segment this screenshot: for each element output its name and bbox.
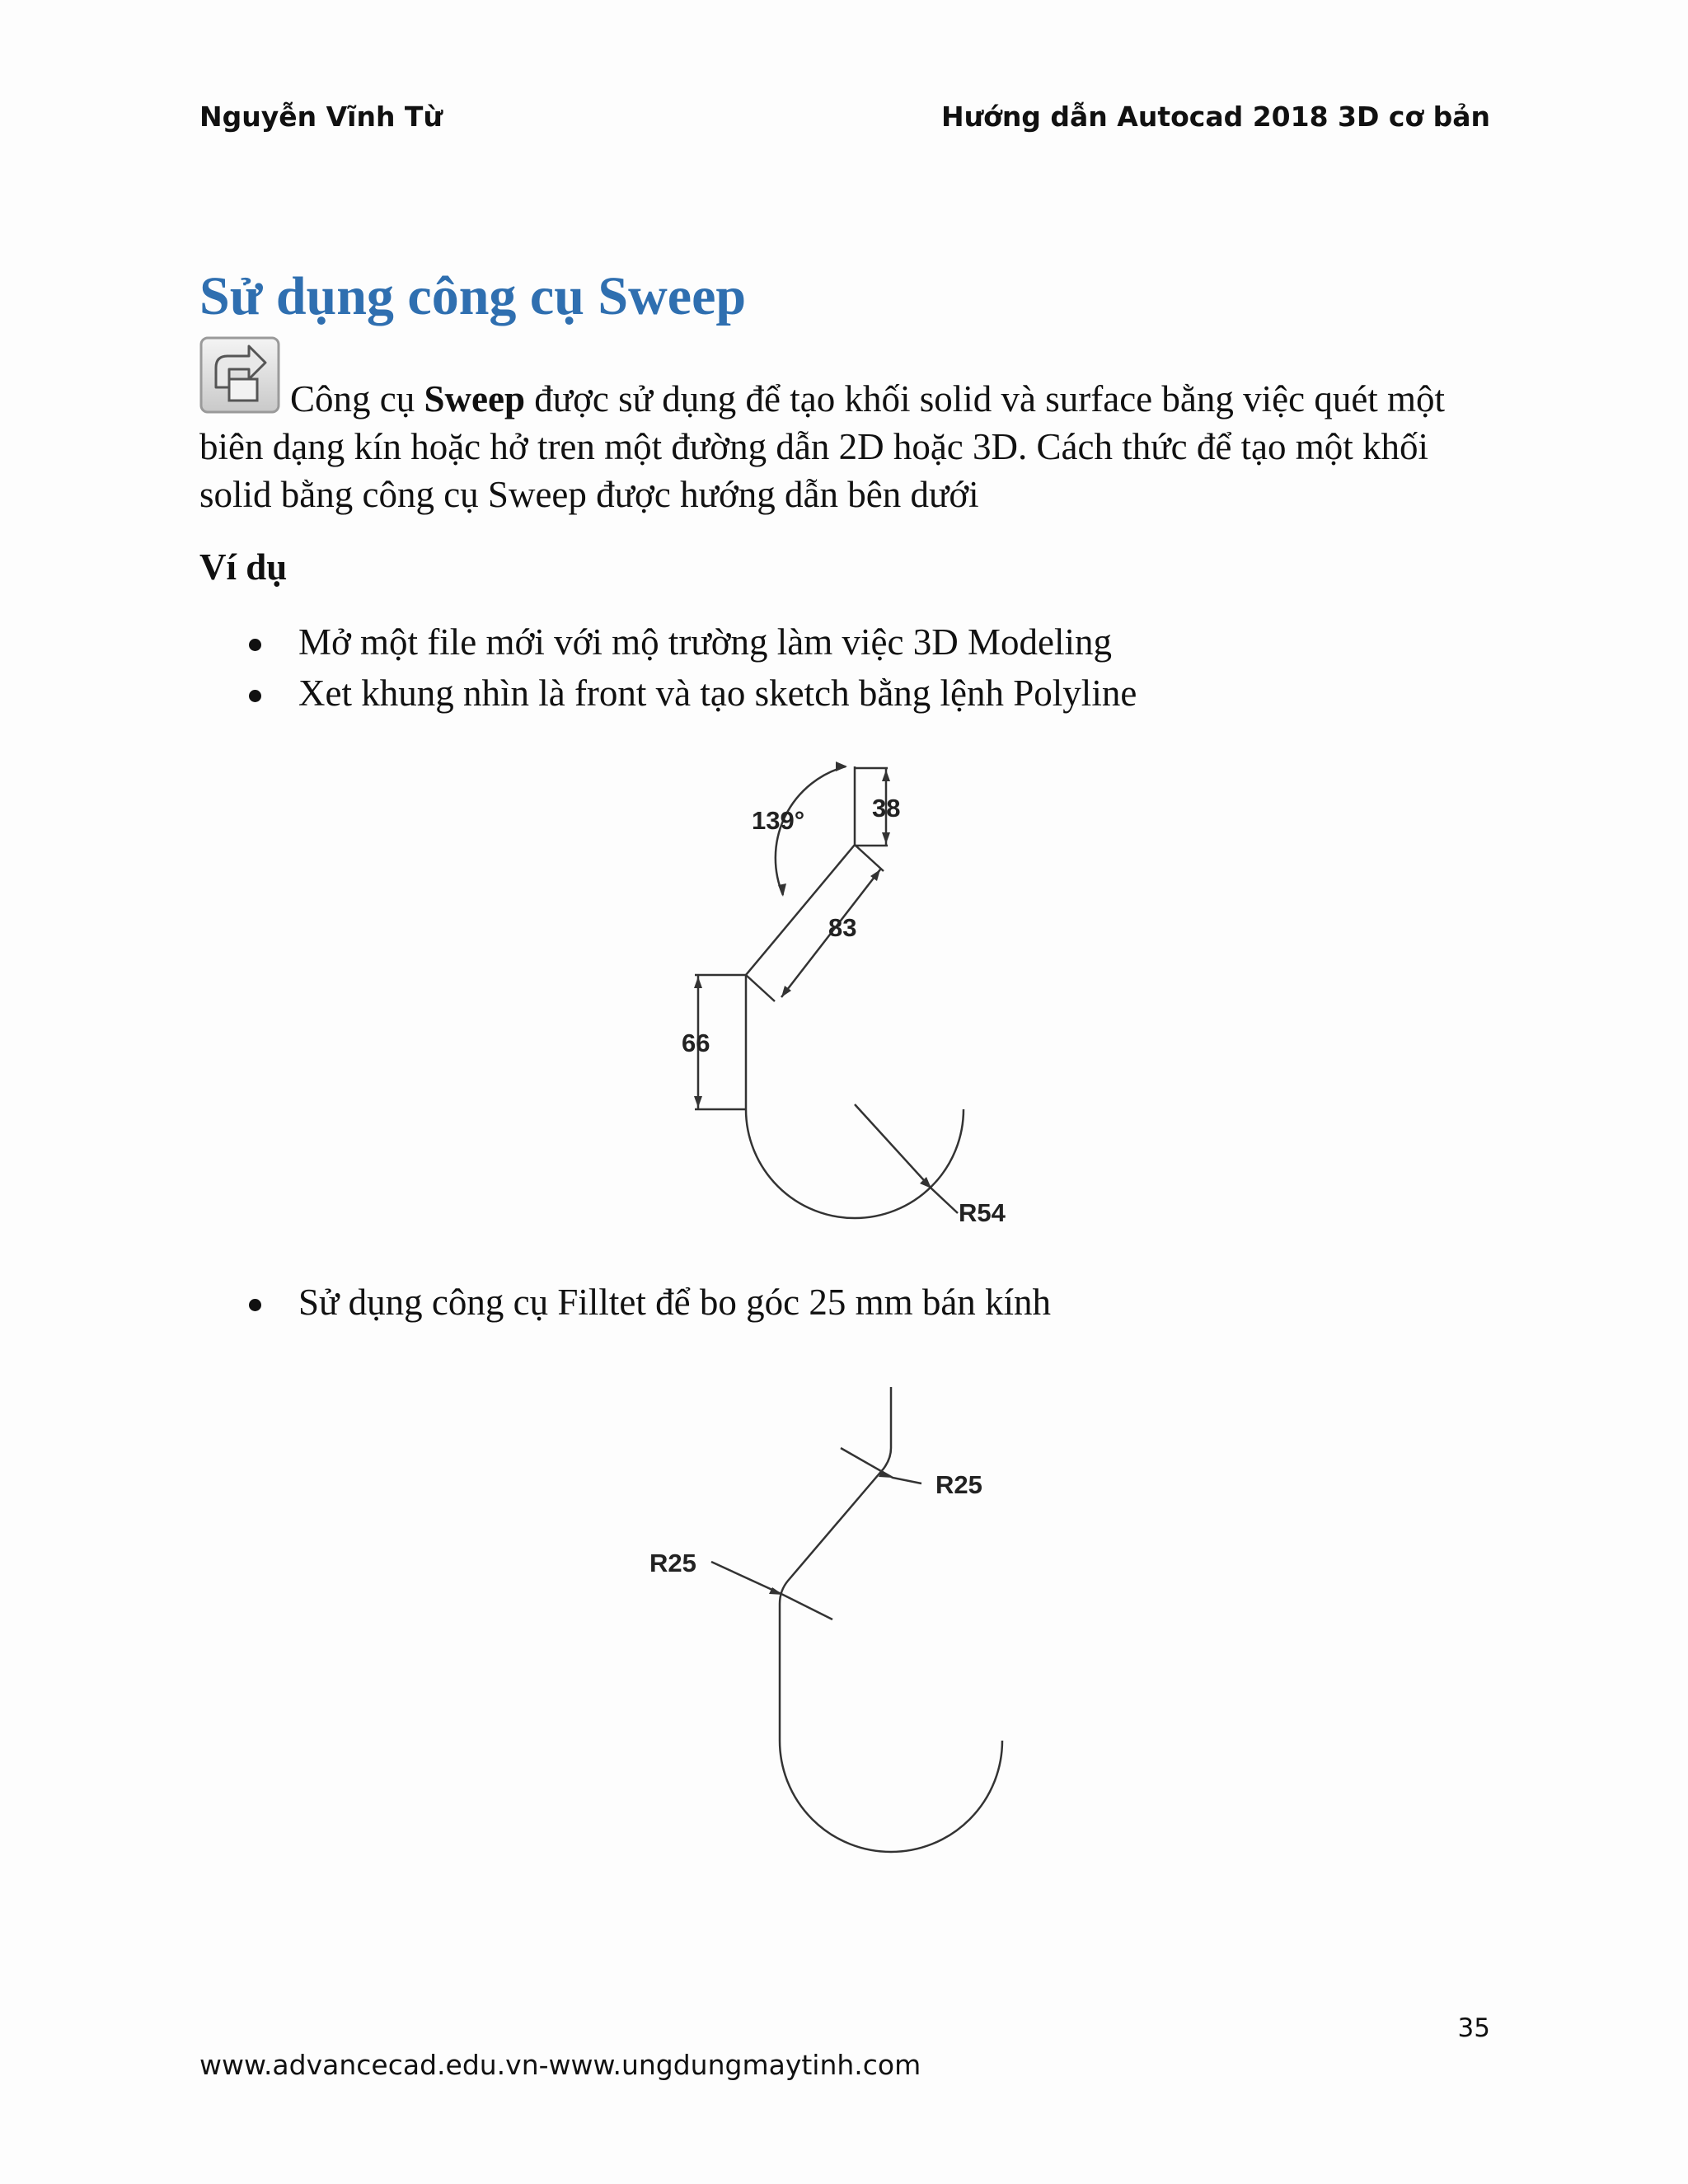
intro-text: được sử dụng để tạo khối solid và surface bằng việc quét một biên dạng kín hoặc hở tren một đường dẫn 2D hoặc 3D. Cách thức để tạo một khối solid bằng công cụ Sweep được hướng dẫn bên dưới — [199, 378, 1446, 515]
step-text: Mở một file mới với mộ trường làm việc 3D Modeling — [298, 621, 1112, 663]
radius-r25-upper-label: R25 — [935, 1470, 982, 1499]
steps-list-1 — [199, 616, 1137, 719]
intro-paragraph — [199, 375, 1502, 518]
bullet-icon — [249, 639, 261, 651]
header-author: Nguyễn Vĩnh Từ — [199, 101, 443, 133]
step-text: Xet khung nhìn là front và tạo sketch bằng lệnh Polyline — [298, 673, 1137, 714]
dim-38-label: 38 — [872, 794, 901, 823]
header-book-title: Hướng dẫn Autocad 2018 3D cơ bản — [941, 101, 1490, 133]
angle-label: 139° — [752, 806, 805, 835]
page-number: 35 — [1457, 2013, 1490, 2043]
dim-83-line — [746, 845, 884, 1001]
radius-leader — [855, 1104, 958, 1213]
intro-prefix: Công cụ — [290, 378, 424, 419]
dim-83-label: 83 — [828, 913, 857, 942]
radius-r25-lower-label: R25 — [649, 1549, 696, 1577]
upper-fillet-leader — [841, 1448, 921, 1483]
filleted-profile — [780, 1387, 1002, 1852]
fillet-sketch-figure — [643, 1368, 1039, 1867]
footer-website: www.advancecad.edu.vn-www.ungdungmaytinh.com — [199, 2049, 921, 2081]
list-item — [199, 616, 1137, 668]
polyline-sketch-figure — [643, 742, 1055, 1257]
step-text: Sử dụng công cụ Filltet để bo góc 25 mm bán kính — [298, 1282, 1052, 1323]
dim-66-label: 66 — [682, 1029, 710, 1057]
intro-tool-name: Sweep — [424, 378, 525, 419]
list-item — [199, 668, 1137, 719]
section-title: Sử dụng công cụ Sweep — [199, 266, 747, 326]
steps-list-2 — [199, 1277, 1051, 1328]
example-heading: Ví dụ — [199, 546, 288, 588]
list-item — [199, 1277, 1051, 1328]
bullet-icon — [249, 690, 261, 702]
bullet-icon — [249, 1299, 261, 1311]
radius-r54-label: R54 — [959, 1198, 1006, 1227]
